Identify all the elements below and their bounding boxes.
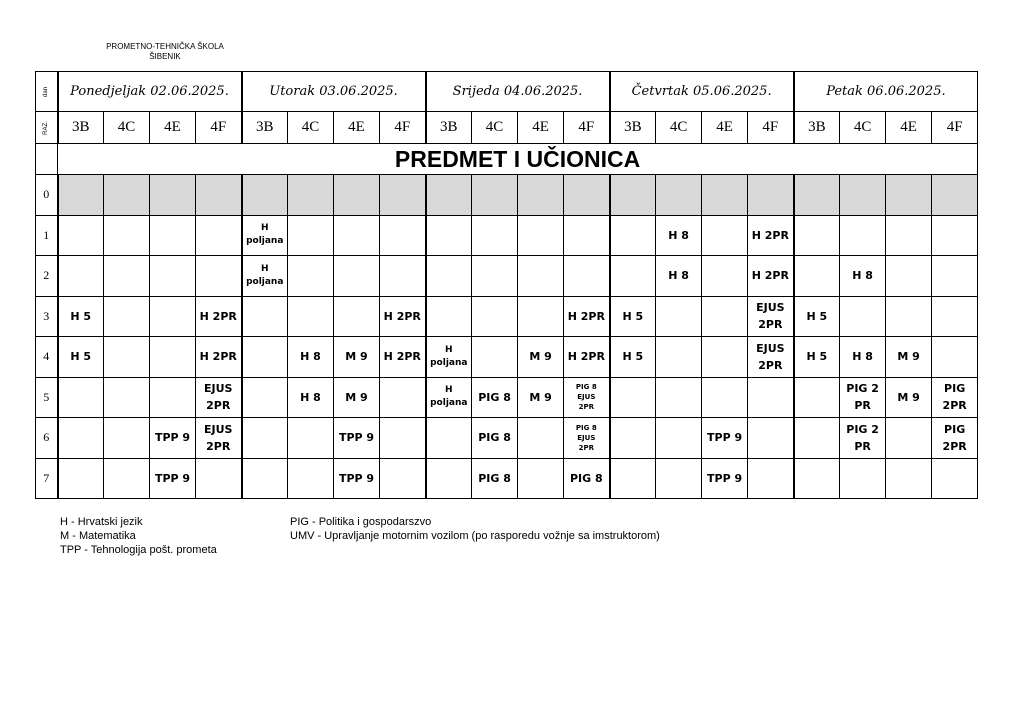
school-name-line1: PROMETNO-TEHNIČKA ŠKOLA bbox=[106, 42, 224, 51]
schedule-cell: H 2PR bbox=[748, 256, 794, 297]
schedule-cell bbox=[334, 215, 380, 256]
schedule-cell bbox=[794, 418, 840, 459]
class-header: 4E bbox=[886, 112, 932, 144]
schedule-cell bbox=[840, 175, 886, 216]
schedule-cell: EJUS 2PR bbox=[748, 337, 794, 378]
schedule-cell bbox=[702, 215, 748, 256]
schedule-cell: H 2PR bbox=[748, 215, 794, 256]
schedule-cell bbox=[58, 256, 104, 297]
schedule-cell bbox=[104, 175, 150, 216]
schedule-cell bbox=[288, 175, 334, 216]
dan-label-text: dan bbox=[43, 86, 50, 97]
schedule-cell bbox=[748, 377, 794, 418]
raz-label-text: RAZ. bbox=[43, 120, 50, 135]
schedule-cell bbox=[426, 175, 472, 216]
day-header: Petak 06.06.2025. bbox=[794, 72, 978, 112]
schedule-cell bbox=[472, 256, 518, 297]
class-header: 4C bbox=[288, 112, 334, 144]
schedule-cell: EJUS 2PR bbox=[748, 296, 794, 337]
schedule-cell bbox=[288, 256, 334, 297]
schedule-cell bbox=[380, 256, 426, 297]
schedule-cell: H 2PR bbox=[564, 337, 610, 378]
schedule-cell bbox=[288, 215, 334, 256]
class-header: 4E bbox=[702, 112, 748, 144]
schedule-cell bbox=[702, 337, 748, 378]
schedule-cell bbox=[564, 215, 610, 256]
class-header: 3B bbox=[58, 112, 104, 144]
schedule-cell bbox=[748, 458, 794, 499]
schedule-cell bbox=[886, 418, 932, 459]
class-header: 3B bbox=[794, 112, 840, 144]
schedule-cell bbox=[242, 296, 288, 337]
schedule-cell bbox=[656, 418, 702, 459]
schedule-cell bbox=[104, 377, 150, 418]
schedule-cell: PIG 8 bbox=[472, 418, 518, 459]
schedule-cell bbox=[702, 256, 748, 297]
schedule-cell: H poljana bbox=[242, 256, 288, 297]
schedule-cell: H 8 bbox=[840, 256, 886, 297]
schedule-cell bbox=[794, 215, 840, 256]
schedule-cell: M 9 bbox=[334, 377, 380, 418]
schedule-cell bbox=[702, 296, 748, 337]
schedule-cell bbox=[518, 458, 564, 499]
schedule-cell bbox=[840, 458, 886, 499]
schedule-cell: M 9 bbox=[886, 377, 932, 418]
class-header: 4F bbox=[564, 112, 610, 144]
schedule-cell bbox=[840, 296, 886, 337]
schedule-cell bbox=[518, 418, 564, 459]
schedule-cell bbox=[748, 418, 794, 459]
hour-row bbox=[36, 337, 978, 378]
schedule-cell bbox=[288, 418, 334, 459]
schedule-cell bbox=[518, 215, 564, 256]
schedule-cell bbox=[380, 175, 426, 216]
schedule-cell: M 9 bbox=[886, 337, 932, 378]
schedule-cell bbox=[518, 256, 564, 297]
legend-item: PIG - Politika i gospodarszvo bbox=[290, 516, 432, 528]
schedule-cell bbox=[610, 175, 656, 216]
schedule-cell bbox=[656, 377, 702, 418]
hour-row bbox=[36, 256, 978, 297]
schedule-cell bbox=[472, 296, 518, 337]
schedule-cell: PIG 8 EJUS 2PR bbox=[564, 418, 610, 459]
schedule-cell: H 8 bbox=[288, 377, 334, 418]
schedule-cell: H 2PR bbox=[196, 337, 242, 378]
schedule-cell bbox=[794, 458, 840, 499]
dan-label bbox=[36, 72, 58, 112]
schedule-cell: PIG 2 PR bbox=[840, 418, 886, 459]
class-header: 4F bbox=[932, 112, 978, 144]
schedule-cell bbox=[150, 175, 196, 216]
day-header: Utorak 03.06.2025. bbox=[242, 72, 426, 112]
schedule-cell bbox=[656, 175, 702, 216]
schedule-cell bbox=[748, 175, 794, 216]
schedule-cell bbox=[794, 175, 840, 216]
schedule-cell bbox=[334, 256, 380, 297]
schedule-cell bbox=[150, 377, 196, 418]
schedule-cell: PIG 8 bbox=[472, 458, 518, 499]
legend-item: H - Hrvatski jezik bbox=[60, 516, 143, 528]
class-header: 4F bbox=[380, 112, 426, 144]
schedule-cell: TPP 9 bbox=[334, 418, 380, 459]
schedule-cell bbox=[472, 175, 518, 216]
hour-number: 6 bbox=[36, 418, 58, 459]
schedule-cell bbox=[380, 377, 426, 418]
schedule-cell bbox=[472, 337, 518, 378]
schedule-cell: H 8 bbox=[656, 256, 702, 297]
class-header: 4C bbox=[840, 112, 886, 144]
legend-left bbox=[60, 515, 217, 557]
day-header: Četvrtak 05.06.2025. bbox=[610, 72, 794, 112]
legend-item: M - Matematika bbox=[60, 530, 136, 542]
schedule-cell: H 2PR bbox=[564, 296, 610, 337]
schedule-cell bbox=[886, 256, 932, 297]
legend-item: TPP - Tehnologija pošt. prometa bbox=[60, 544, 217, 556]
schedule-cell bbox=[380, 458, 426, 499]
schedule-cell: H 5 bbox=[58, 296, 104, 337]
hour-number: 4 bbox=[36, 337, 58, 378]
schedule-cell: H 8 bbox=[288, 337, 334, 378]
schedule-cell bbox=[104, 256, 150, 297]
schedule-cell: EJUS 2PR bbox=[196, 418, 242, 459]
schedule-cell bbox=[150, 337, 196, 378]
schedule-cell bbox=[104, 337, 150, 378]
class-header: 4F bbox=[748, 112, 794, 144]
schedule-cell bbox=[242, 175, 288, 216]
schedule-cell: M 9 bbox=[518, 337, 564, 378]
schedule-cell bbox=[150, 296, 196, 337]
class-header: 4E bbox=[518, 112, 564, 144]
schedule-cell: H poljana bbox=[242, 215, 288, 256]
schedule-cell bbox=[58, 175, 104, 216]
schedule-cell bbox=[886, 215, 932, 256]
schedule-cell bbox=[104, 296, 150, 337]
schedule-cell bbox=[58, 458, 104, 499]
class-header: 4E bbox=[150, 112, 196, 144]
schedule-cell: PIG 8 bbox=[472, 377, 518, 418]
schedule-cell bbox=[426, 458, 472, 499]
schedule-cell bbox=[564, 256, 610, 297]
legend-item: UMV - Upravljanje motornim vozilom (po rasporedu vožnje sa imstruktorom) bbox=[290, 530, 660, 542]
schedule-cell bbox=[794, 377, 840, 418]
schedule-cell bbox=[656, 337, 702, 378]
schedule-cell bbox=[380, 418, 426, 459]
schedule-cell bbox=[610, 256, 656, 297]
class-header: 4C bbox=[656, 112, 702, 144]
schedule-cell bbox=[150, 256, 196, 297]
hour-number: 0 bbox=[36, 175, 58, 216]
schedule-cell bbox=[610, 418, 656, 459]
schedule-cell bbox=[656, 296, 702, 337]
schedule-cell bbox=[242, 337, 288, 378]
schedule-cell bbox=[104, 458, 150, 499]
schedule-cell bbox=[242, 458, 288, 499]
raz-label bbox=[36, 112, 58, 144]
hour-row bbox=[36, 175, 978, 216]
school-name bbox=[60, 42, 270, 62]
schedule-cell: TPP 9 bbox=[150, 418, 196, 459]
schedule-cell: H 8 bbox=[656, 215, 702, 256]
schedule-cell bbox=[886, 458, 932, 499]
schedule-cell bbox=[242, 418, 288, 459]
schedule-cell bbox=[610, 215, 656, 256]
schedule-cell bbox=[656, 458, 702, 499]
schedule-cell bbox=[932, 215, 978, 256]
class-header: 4E bbox=[334, 112, 380, 144]
schedule-cell: EJUS 2PR bbox=[196, 377, 242, 418]
schedule-cell bbox=[58, 377, 104, 418]
schedule-cell bbox=[932, 256, 978, 297]
schedule-cell bbox=[932, 175, 978, 216]
school-name-line2: ŠIBENIK bbox=[149, 52, 181, 61]
schedule-cell: H 2PR bbox=[380, 296, 426, 337]
schedule-cell bbox=[886, 175, 932, 216]
schedule-cell bbox=[334, 296, 380, 337]
class-header: 3B bbox=[426, 112, 472, 144]
schedule-cell bbox=[610, 377, 656, 418]
schedule-cell bbox=[150, 215, 196, 256]
schedule-cell bbox=[886, 296, 932, 337]
schedule-cell bbox=[564, 175, 610, 216]
section-heading: PREDMET I UČIONICA bbox=[58, 144, 978, 175]
hour-number: 1 bbox=[36, 215, 58, 256]
schedule-cell bbox=[426, 418, 472, 459]
schedule-cell bbox=[472, 215, 518, 256]
schedule-cell: PIG 8 EJUS 2PR bbox=[564, 377, 610, 418]
schedule-cell bbox=[104, 215, 150, 256]
hour-number: 5 bbox=[36, 377, 58, 418]
day-header: Srijeda 04.06.2025. bbox=[426, 72, 610, 112]
hour-row bbox=[36, 215, 978, 256]
schedule-cell: M 9 bbox=[334, 337, 380, 378]
schedule-cell: H 5 bbox=[794, 296, 840, 337]
hour-number: 3 bbox=[36, 296, 58, 337]
schedule-cell: H poljana bbox=[426, 377, 472, 418]
schedule-cell bbox=[196, 175, 242, 216]
schedule-cell bbox=[426, 256, 472, 297]
schedule-cell bbox=[518, 296, 564, 337]
legend-right bbox=[290, 515, 660, 543]
class-header: 4C bbox=[472, 112, 518, 144]
schedule-cell bbox=[288, 296, 334, 337]
schedule-cell bbox=[702, 175, 748, 216]
schedule-cell bbox=[426, 215, 472, 256]
schedule-cell bbox=[932, 296, 978, 337]
schedule-cell bbox=[196, 256, 242, 297]
schedule-cell: H 5 bbox=[610, 337, 656, 378]
schedule-cell: H 5 bbox=[610, 296, 656, 337]
schedule-cell bbox=[380, 215, 426, 256]
schedule-cell bbox=[196, 215, 242, 256]
schedule-cell bbox=[58, 418, 104, 459]
schedule-cell: PIG 2 PR bbox=[840, 377, 886, 418]
schedule-cell bbox=[518, 175, 564, 216]
schedule-cell: TPP 9 bbox=[150, 458, 196, 499]
schedule-cell bbox=[334, 175, 380, 216]
hour-row bbox=[36, 377, 978, 418]
schedule-cell bbox=[104, 418, 150, 459]
schedule-cell: H 2PR bbox=[196, 296, 242, 337]
schedule-cell bbox=[840, 215, 886, 256]
schedule-table bbox=[35, 71, 978, 499]
hour-number: 7 bbox=[36, 458, 58, 499]
schedule-cell bbox=[932, 337, 978, 378]
schedule-cell: H poljana bbox=[426, 337, 472, 378]
schedule-cell bbox=[932, 458, 978, 499]
schedule-cell: PIG 2PR bbox=[932, 418, 978, 459]
schedule-cell: PIG 8 bbox=[564, 458, 610, 499]
hour-row bbox=[36, 296, 978, 337]
schedule-cell: H 5 bbox=[794, 337, 840, 378]
class-header: 4F bbox=[196, 112, 242, 144]
schedule-cell bbox=[610, 458, 656, 499]
heading-side bbox=[36, 144, 58, 175]
schedule-cell: TPP 9 bbox=[702, 458, 748, 499]
schedule-cell: PIG 2PR bbox=[932, 377, 978, 418]
schedule-cell bbox=[702, 377, 748, 418]
schedule-cell: TPP 9 bbox=[702, 418, 748, 459]
schedule-cell: M 9 bbox=[518, 377, 564, 418]
schedule-cell: H 8 bbox=[840, 337, 886, 378]
schedule-cell bbox=[58, 215, 104, 256]
hour-row bbox=[36, 418, 978, 459]
schedule-cell: H 2PR bbox=[380, 337, 426, 378]
class-header: 3B bbox=[610, 112, 656, 144]
class-header: 4C bbox=[104, 112, 150, 144]
schedule-cell: TPP 9 bbox=[334, 458, 380, 499]
schedule-cell bbox=[288, 458, 334, 499]
hour-number: 2 bbox=[36, 256, 58, 297]
schedule-cell: H 5 bbox=[58, 337, 104, 378]
schedule-cell bbox=[242, 377, 288, 418]
schedule-cell bbox=[426, 296, 472, 337]
day-header: Ponedjeljak 02.06.2025. bbox=[58, 72, 242, 112]
schedule-cell bbox=[794, 256, 840, 297]
hour-row bbox=[36, 458, 978, 499]
schedule-cell bbox=[196, 458, 242, 499]
class-header: 3B bbox=[242, 112, 288, 144]
